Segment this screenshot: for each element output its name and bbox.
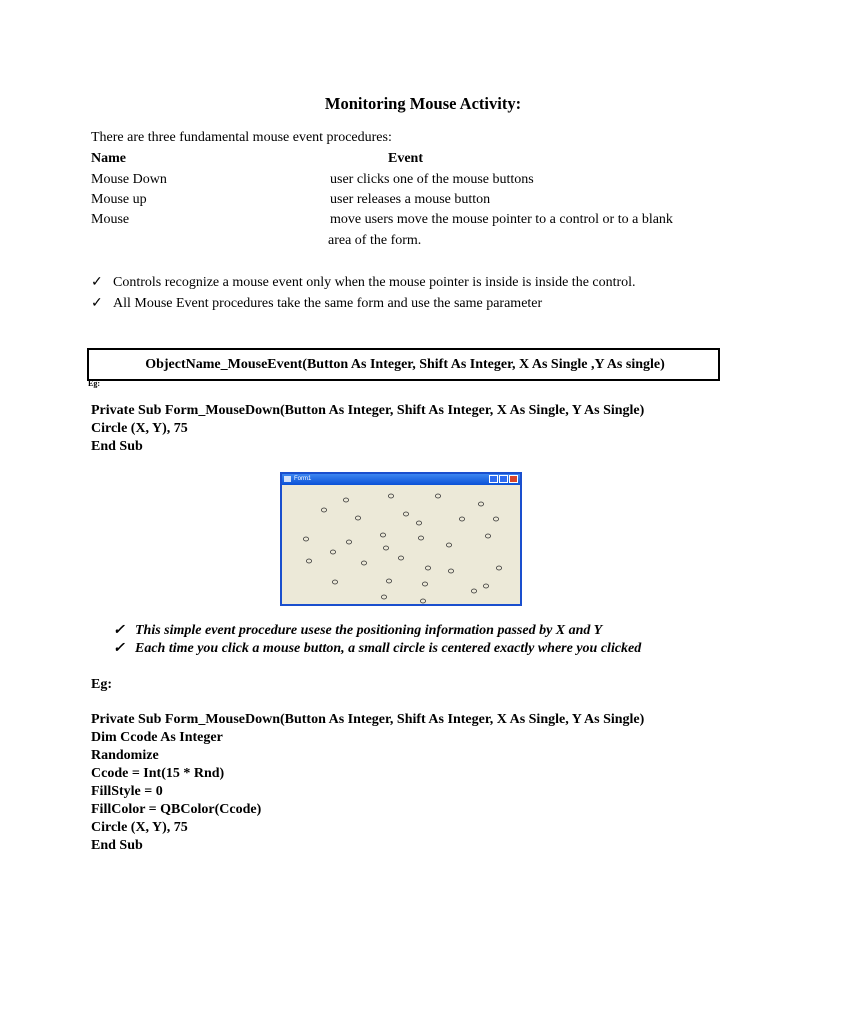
circle-mark [404,512,409,516]
checkmark-icon: ✓ [113,623,125,638]
code-line: Circle (X, Y), 75 [91,421,188,436]
circle-mark [419,536,424,540]
code-line: Circle (X, Y), 75 [91,820,188,835]
maximize-icon [499,475,508,483]
checkmark-icon: ✓ [91,275,103,290]
circle-mark [344,498,349,502]
note-text: Each time you click a mouse button, a small circle is centered exactly where you clicked [135,641,642,656]
circle-mark [307,559,312,563]
circle-mark [460,517,465,521]
circle-mark [304,537,309,541]
circle-mark [497,566,502,570]
circle-mark [331,550,336,554]
app-icon [284,476,291,482]
eg-stub-label: Eg: [88,379,100,388]
circle-mark [484,584,489,588]
bullet-item [91,274,636,291]
circle-mark [381,533,386,537]
code-line: Randomize [91,748,159,763]
window-titlebar [282,474,520,485]
circle-mark [494,517,499,521]
table-row-event-continued: area of the form. [328,233,422,248]
circle-mark [479,502,484,506]
circle-mark [389,494,394,498]
close-icon [509,475,518,483]
circle-mark [447,543,452,547]
code-line: FillColor = QBColor(Ccode) [91,802,262,817]
circle-mark [449,569,454,573]
table-row-event: user releases a mouse button [330,192,491,207]
bullet-item [91,295,542,312]
code-line: Dim Ccode As Integer [91,730,223,745]
circle-mark [421,599,426,603]
circle-mark [486,534,491,538]
circle-mark [333,580,338,584]
table-row-event: move users move the mouse pointer to a control or to a blank [330,212,673,227]
form-canvas [282,485,520,604]
bullet-text: All Mouse Event procedures take the same form and use the same parameter [113,296,543,311]
page-title: Monitoring Mouse Activity: [324,94,522,113]
circle-mark [417,521,422,525]
eg-label: Eg: [91,677,112,692]
circle-mark [362,561,367,565]
circle-mark [382,595,387,599]
checkmark-icon: ✓ [113,641,125,656]
code-line: End Sub [91,838,143,853]
note-item [113,622,602,639]
code-line: Private Sub Form_MouseDown(Button As Integer, Shift As Integer, X As Single, Y As Single) [91,712,645,727]
circle-mark [423,582,428,586]
checkmark-icon: ✓ [91,296,103,311]
circle-mark [322,508,327,512]
circle-mark [387,579,392,583]
code-line: End Sub [91,439,143,454]
window-title: Form1 [294,476,312,482]
circle-mark [426,566,431,570]
code-line: Private Sub Form_MouseDown(Button As Integer, Shift As Integer, X As Single, Y As Single) [91,403,645,418]
signature-text: ObjectName_MouseEvent(Button As Integer, Shift As Integer, X As Single ,Y As single) [145,357,665,372]
note-item [113,640,641,657]
form-window-screenshot [280,472,522,606]
table-row-name: Mouse [91,212,130,227]
table-header-name: Name [91,151,126,166]
minimize-icon [489,475,498,483]
circle-mark [436,494,441,498]
circle-mark [384,546,389,550]
circle-mark [356,516,361,520]
code-line: Ccode = Int(15 * Rnd) [91,766,225,781]
circle-mark [347,540,352,544]
table-row-name: Mouse Down [91,172,167,187]
note-text: This simple event procedure usese the positioning information passed by X and Y [135,623,603,638]
table-header-event: Event [388,151,423,166]
circle-mark [472,589,477,593]
intro-text: There are three fundamental mouse event procedures: [91,130,392,145]
table-row-event: user clicks one of the mouse buttons [330,172,534,187]
table-row-name: Mouse up [91,192,147,207]
code-line: FillStyle = 0 [91,784,163,799]
circle-mark [399,556,404,560]
bullet-text: Controls recognize a mouse event only when the mouse pointer is inside is inside the control. [113,275,636,290]
